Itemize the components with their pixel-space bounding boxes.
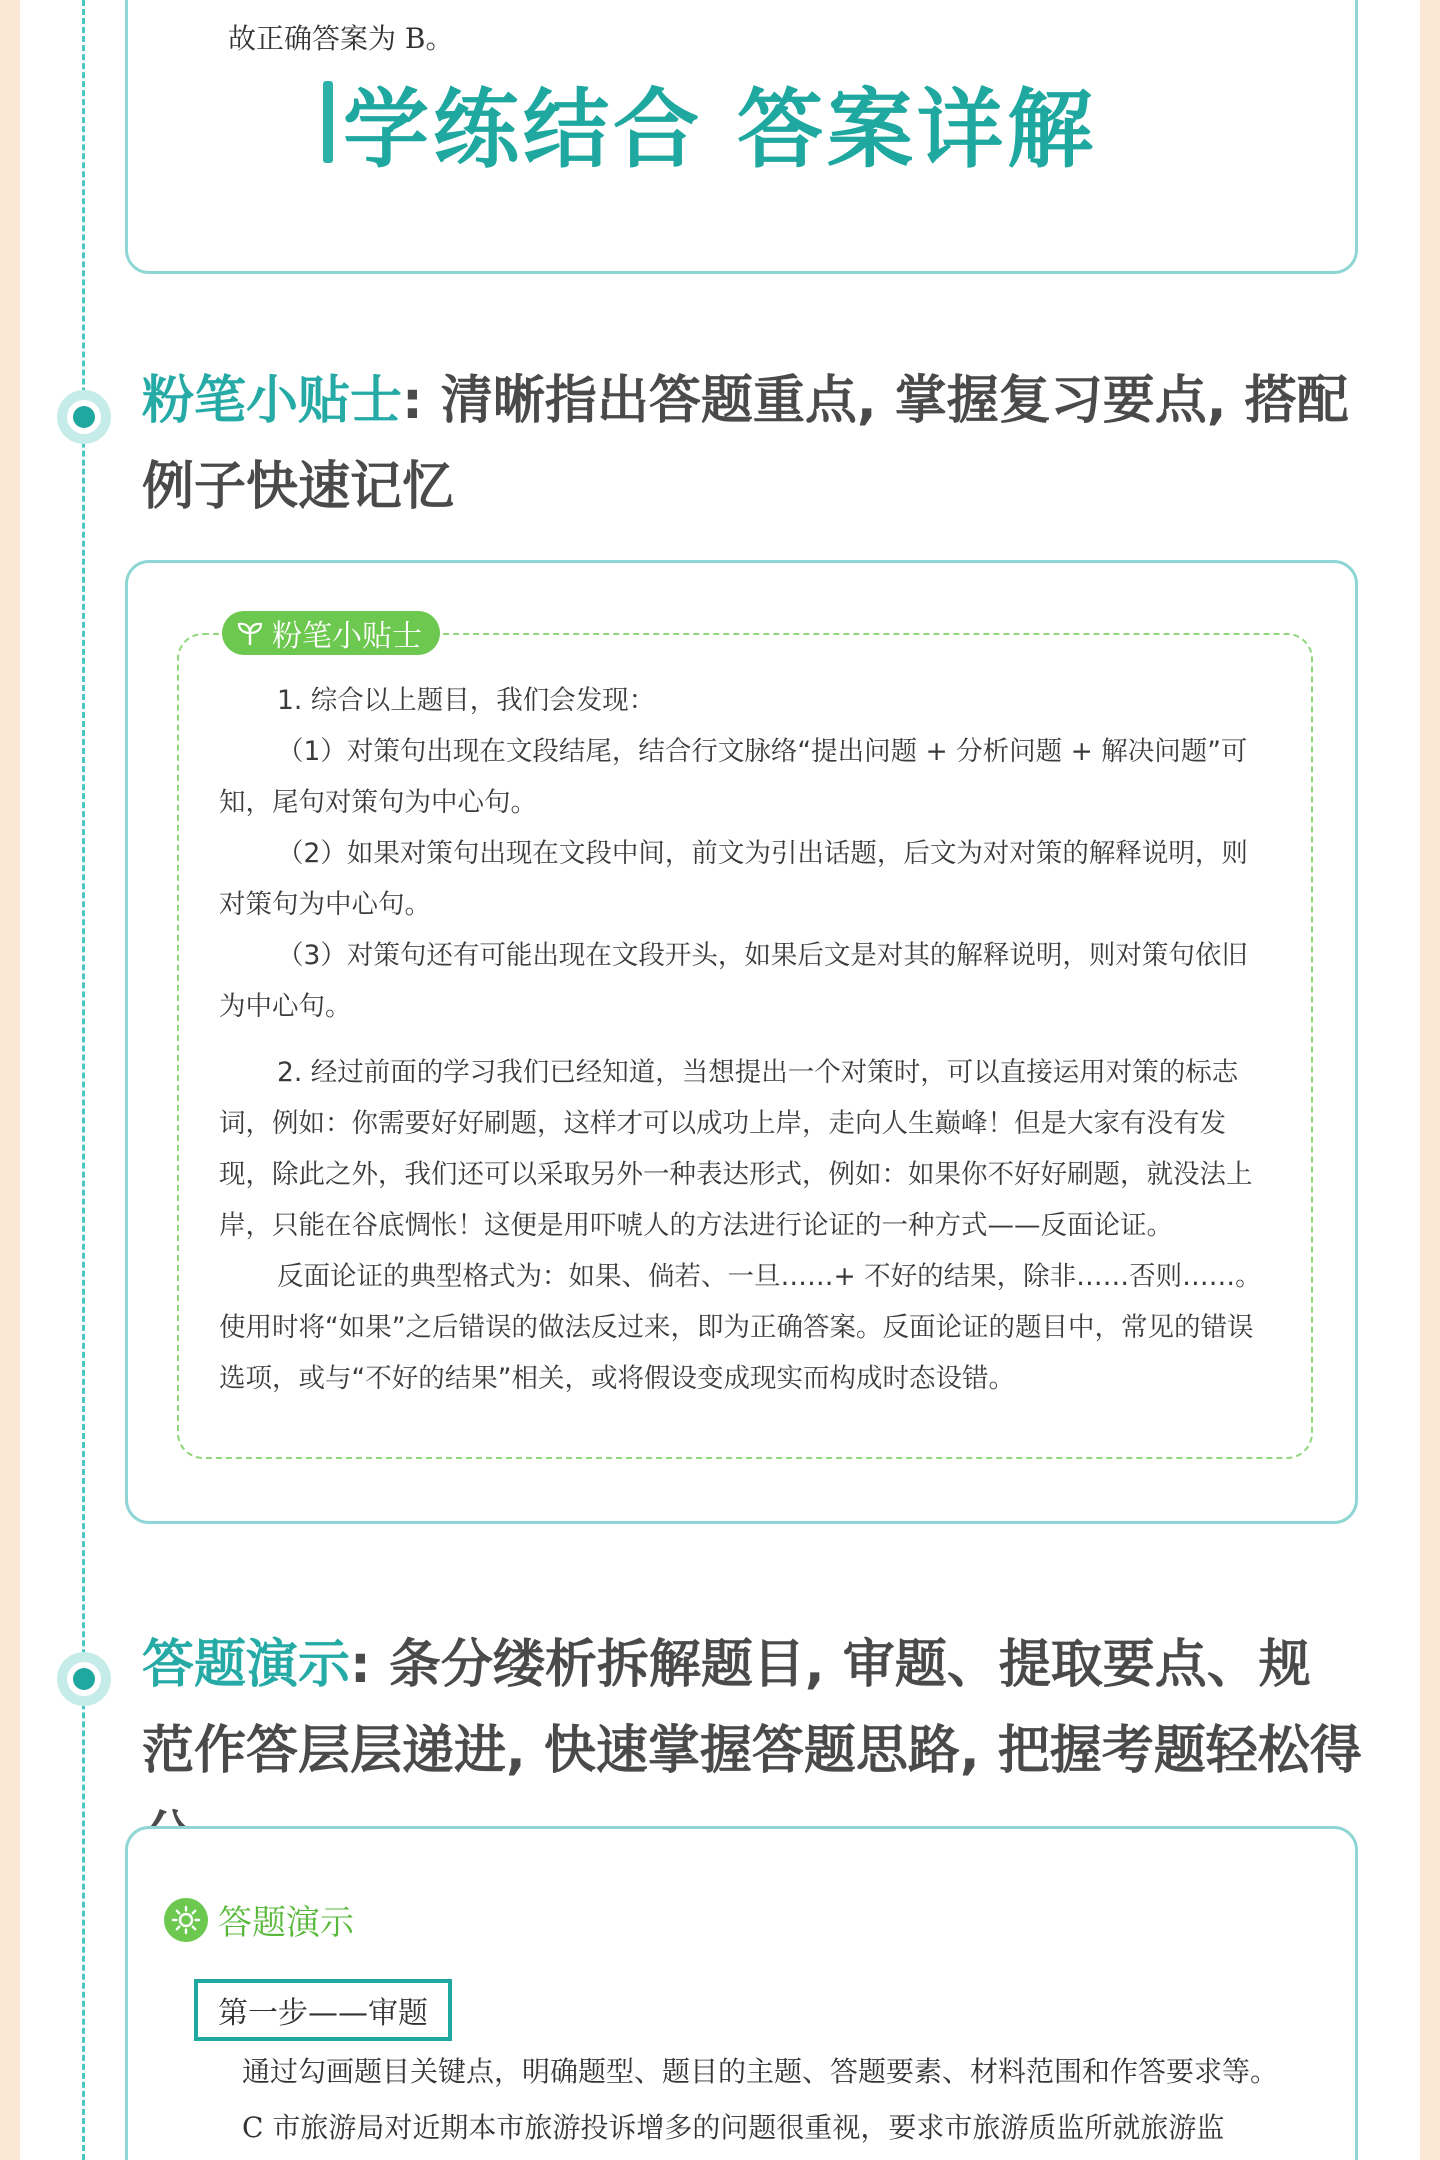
timeline-node: [57, 1652, 111, 1706]
demo-label-text: 答题演示: [218, 1903, 354, 1943]
tips-paragraph: （2）如果对策句出现在文段中间，前文为引出话题，后文为对对策的解释说明，则对策句为中心句。: [219, 838, 1248, 920]
step-title: 第一步——审题: [194, 1979, 452, 2041]
tips-paragraph: 反面论证的典型格式为：如果、倘若、一旦……+ 不好的结果，除非……否则……。使用时将“如果”之后错误的做法反过来，即为正确答案。反面论证的题目中，常见的错误选项，或与“不好的结果”相关，或将假设变成现实而构成时态设错。: [219, 1261, 1262, 1394]
demo-text: [242, 2044, 1372, 2156]
top-card: [125, 0, 1358, 274]
answer-text: 故正确答案为 B。: [228, 22, 454, 55]
sun-icon: [164, 1898, 208, 1942]
section-title-highlight: 粉笔小贴士: [142, 371, 403, 431]
section-title-highlight: 答题演示: [142, 1635, 351, 1695]
sprout-icon: [236, 619, 264, 647]
timeline-line: [82, 0, 85, 2160]
timeline-node: [57, 390, 111, 444]
tips-card: [125, 560, 1358, 1524]
section-title-rest: : 条分缕析拆解题目, 审题、提取要点、规范作答层层递进, 快速掌握答题思路, 把握考题轻松得: [142, 1635, 1362, 1781]
tips-pill-label: 粉笔小贴士: [272, 619, 422, 654]
tips-paragraph: （1）对策句出现在文段结尾，结合行文脉络“提出问题 + 分析问题 + 解决问题”可知，尾句对策句为中心句。: [219, 736, 1248, 818]
tips-paragraph: 1. 综合以上题目，我们会发现：: [277, 685, 656, 716]
tips-pill: [222, 611, 440, 655]
demo-label: [164, 1895, 354, 1944]
section-title: [142, 358, 1362, 530]
tips-box: [177, 633, 1313, 1459]
page: [20, 0, 1420, 2160]
tips-paragraph: （3）对策句还有可能出现在文段开头，如果后文是对其的解释说明，则对策句依旧为中心句。: [219, 940, 1248, 1022]
banner-bar: [323, 81, 333, 163]
tips-paragraph: 2. 经过前面的学习我们已经知道，当想提出一个对策时，可以直接运用对策的标志词，例如：你需要好好刷题，这样才可以成功上岸，走向人生巅峰！但是大家有没有发现，除此之外，我们还可以采取另外一种表达形式，例如：如果你不好好刷题，就没法上岸，只能在谷底惆怅！这便是用吓唬人的方法进行论证的一种方式——反面论证。: [219, 1057, 1253, 1241]
demo-line: 通过勾画题目关键点，明确题型、题目的主题、答题要素、材料范围和作答要求等。: [242, 2055, 1279, 2088]
demo-line: C 市旅游局对近期本市旅游投诉增多的问题很重视，要求市旅游质监所就旅游监: [242, 2111, 1225, 2144]
section-title-rest: : 清晰指出答题重点, 掌握复习要点, 搭配例子快速记忆: [142, 371, 1349, 517]
tips-text: [219, 675, 1269, 1404]
banner-title: 学练结合 答案详解: [343, 80, 1097, 180]
banner: [323, 67, 1097, 180]
